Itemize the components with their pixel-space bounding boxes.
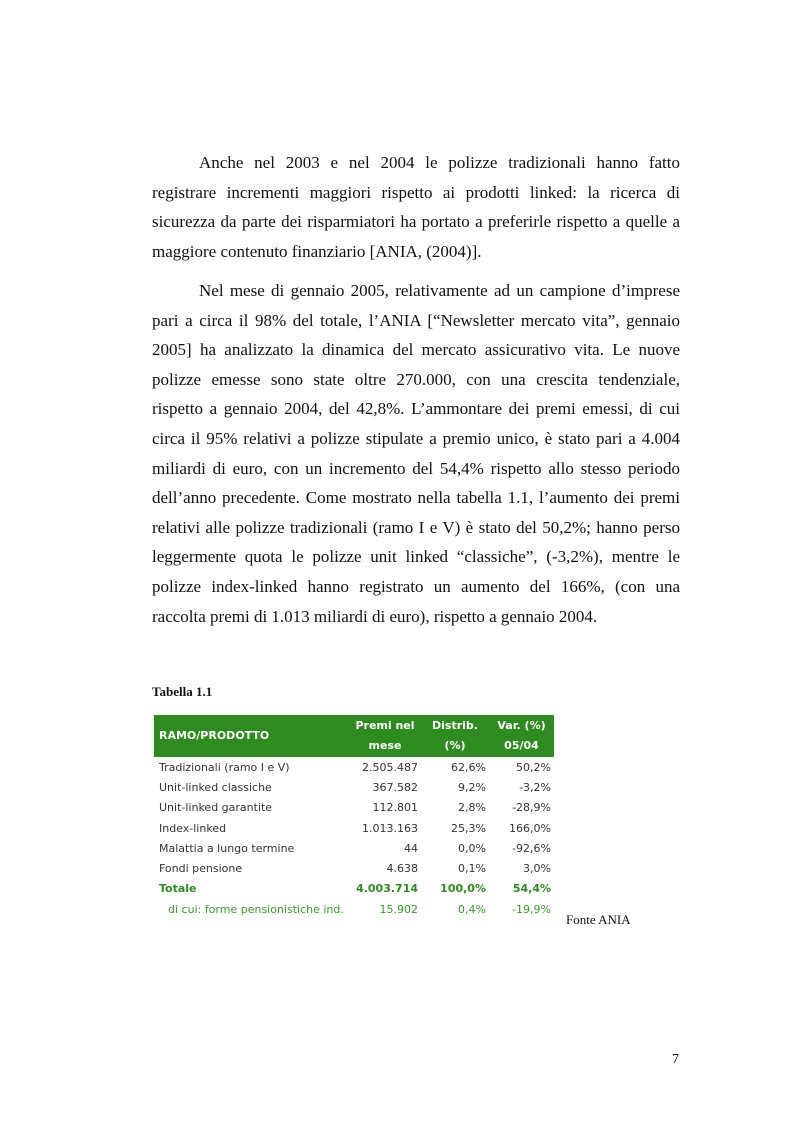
cell-distrib: 9,2% [458,780,486,794]
paragraph-1: Anche nel 2003 e nel 2004 le polizze tradizionali hanno fatto registrare incrementi maggiori rispetto ai prodotti linked: la ricerca di sicurezza da parte dei risparmiatori ha portato a preferirle rispetto a quelle a maggiore contenuto finanziario [ANIA, (2004)]. [152,153,680,261]
cell-premi: 2.505.487 [362,760,418,774]
total-distrib: 100,0% [440,882,486,896]
header-distrib [421,715,489,757]
cell-var: -92,6% [512,841,551,855]
total-var: 54,4% [512,882,551,896]
sub-label: di cui: forme pensionistiche ind. [168,902,344,916]
paragraph-2: Nel mese di gennaio 2005, relativamente ad un campione d’imprese pari a circa il 98% del totale, l’ANIA [“Newsletter mercato vita”, gennaio 2005] ha analizzato la dinamica del mercato assicurativo vita. Le nuove polizze emesse sono state oltre 270.000, con una crescita tendenziale, rispetto a gennaio 2004, del 42,8%. L’ammontare dei premi emessi, di cui circa il 95% relativi a polizze stipulate a premio unico, è stato pari a 4.004 miliardi di euro, con un incremento del 54,4% rispetto allo stesso periodo dell’anno precedente. Come mostrato nella tabella 1.1, l’aumento dei premi relativi alle polizze tradizionali (ramo I e V) è stato del 50,2%; hanno perso leggermente quota le polizze unit linked “classiche”, (-3,2%), mentre le polizze index-linked hanno registrato un aumento del 166%, (con una raccolta premi di 1.013 miliardi di euro), rispetto a gennaio 2004. [152,281,680,626]
table-row [154,818,554,838]
table-header-row [154,715,554,757]
cell-distrib: 0,1% [458,862,486,876]
table-source: Fonte ANIA [566,912,631,927]
table-row [154,838,554,858]
page-number: 7 [672,1052,679,1067]
table-row [154,858,554,878]
cell-product: Malattia a lungo termine [159,841,295,855]
cell-product: Unit-linked classiche [159,780,272,794]
cell-distrib: 2,8% [458,801,486,815]
cell-distrib: 0,0% [458,841,486,855]
table-row [154,757,554,777]
cell-premi: 44 [404,841,418,855]
sub-var: -19,9% [512,902,551,916]
cell-premi: 112.801 [372,801,418,815]
cell-premi: 4.638 [386,862,418,876]
sub-premi: 15.902 [379,902,418,916]
cell-premi: 1.013.163 [362,821,418,835]
cell-var: 166,0% [509,821,551,835]
cell-product: Tradizionali (ramo I e V) [159,760,290,774]
header-premi [349,715,421,757]
header-distrib-line1: Distrib. [432,719,478,732]
cell-var: 50,2% [516,760,551,774]
header-distrib-line2: (%) [444,739,466,752]
total-label: Totale [159,882,197,896]
table-subtotal-row [154,899,554,919]
cell-product: Fondi pensione [159,862,243,876]
cell-var: 3,0% [523,862,551,876]
header-var [489,715,554,757]
table-row [154,777,554,797]
table-row [154,798,554,818]
premiums-table [154,715,554,919]
cell-distrib: 25,3% [451,821,486,835]
header-var-line1: Var. (%) [497,719,546,732]
cell-var: -3,2% [519,780,551,794]
cell-product: Unit-linked garantite [159,801,273,815]
cell-product: Index-linked [159,821,227,835]
table-caption: Tabella 1.1 [152,684,213,699]
header-premi-line1: Premi nel [355,719,415,732]
cell-distrib: 62,6% [451,760,486,774]
sub-distrib: 0,4% [458,902,486,916]
header-premi-line2: mese [368,739,402,752]
table-total-row [154,879,554,899]
header-var-line2: 05/04 [504,739,539,752]
total-premi: 4.003.714 [356,882,418,896]
cell-var: -28,9% [512,801,551,815]
cell-premi: 367.582 [372,780,418,794]
header-product: RAMO/PRODOTTO [154,715,349,757]
